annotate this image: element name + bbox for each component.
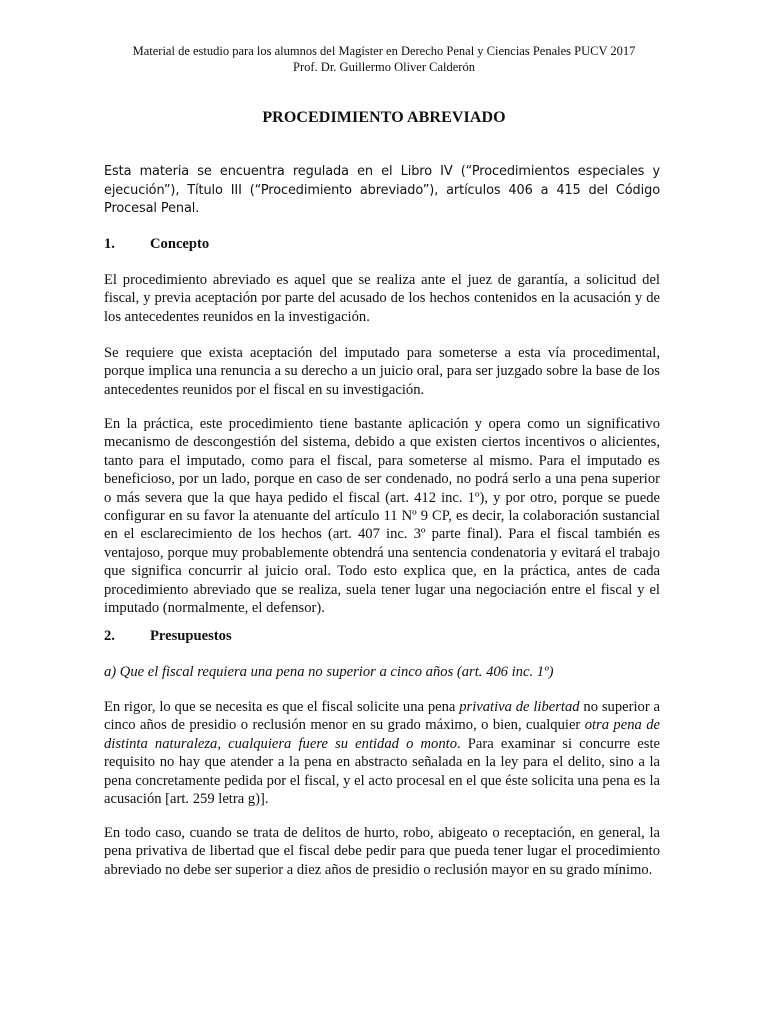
p1-italic-d: otra pena de distinta naturaleza, cualquiera fuere su entidad o monto (104, 717, 660, 752)
p1-text-a: En rigor, lo que se necesita es que el fiscal solicite una pena (104, 699, 460, 715)
concepto-paragraph-1: El procedimiento abreviado es aquel que se realiza ante el juez de garantía, a solicitud del fiscal, y previa aceptación por parte del acusado de los hechos contenidos en la acusación y de los antecedentes reunidos en la investigación. (104, 272, 660, 325)
section-2-title: Presupuestos (150, 628, 232, 644)
header-professor-line: Prof. Dr. Guillermo Oliver Calderón (293, 60, 475, 74)
concepto-paragraph-3: En la práctica, este procedimiento tiene bastante aplicación y opera como un significativo mecanismo de descongestión del sistema, debido a que existen ciertos incentivos o alicientes, tanto para el imputado, como para el fiscal, para someterse al mismo. Para el imputado es beneficioso, por un lado, porque en caso de ser condenado, no podrá serlo a una pena superior o más severa que la que haya pedido el fiscal (art. 412 inc. 1º), y por otro, porque se puede configurar en su favor la atenuante del artículo 11 Nº 9 CP, es decir, la colaboración sustancial en el esclarecimiento de los hechos (art. 407 inc. 3º parte final). Para el fiscal también es ventajoso, porque muy probablemente obtendrá una sentencia condenatoria y evitará el trabajo que significa concurrir al juicio oral. Todo esto explica que, en la práctica, antes de cada procedimiento abreviado que se realiza, suela tener lugar una negociación entre el fiscal y el imputado (normalmente, el defensor). (104, 416, 660, 617)
intro-paragraph: Esta materia se encuentra regulada en el Libro IV (“Procedimientos especiales y ejecución”), Título III (“Procedimiento abreviado”), artículos 406 a 415 del Código Procesal Penal. (104, 164, 660, 217)
p1-text-c: no superior a cinco años de presidio o reclusión menor en su grado máximo, o bien, cualquier (104, 699, 660, 734)
section-1-heading (104, 235, 209, 253)
presupuesto-a-heading: a) Que el fiscal requiera una pena no superior a cinco años (art. 406 inc. 1º) (104, 664, 554, 680)
concepto-paragraph-2: Se requiere que exista aceptación del imputado para someterse a esta vía procedimental, porque implica una renuncia a su derecho a un juicio oral, para ser juzgado sobre la base de los antecedentes reunidos por el fiscal en su investigación. (104, 345, 660, 398)
presupuestos-paragraph-1 (104, 698, 660, 808)
section-1-number: 1. (104, 236, 115, 252)
header-course-line: Material de estudio para los alumnos del Magíster en Derecho Penal y Ciencias Penales PUCV 2017 (132, 44, 636, 58)
p1-italic-b: privativa de libertad (459, 699, 580, 715)
section-2-heading (104, 627, 232, 645)
presupuestos-paragraph-2: En todo caso, cuando se trata de delitos de hurto, robo, abigeato o receptación, en general, la pena privativa de libertad que el fiscal debe pedir para que pueda tener lugar el procedimiento abreviado no debe ser superior a diez años de presidio o reclusión mayor en su grado mínimo. (104, 825, 660, 878)
document-title: PROCEDIMIENTO ABREVIADO (262, 109, 506, 126)
section-1-title: Concepto (150, 236, 210, 252)
section-2-number: 2. (104, 628, 115, 644)
p1-text-e: . Para examinar si concurre este requisito no hay que atender a la pena en abstracto señalada en la ley para el delito, sino a la pena concretamente pedida por el fiscal, y el acto procesal en el que éste solicita una pena es la acusación [art. 259 letra g)]. (104, 735, 660, 808)
page-header (0, 43, 768, 75)
